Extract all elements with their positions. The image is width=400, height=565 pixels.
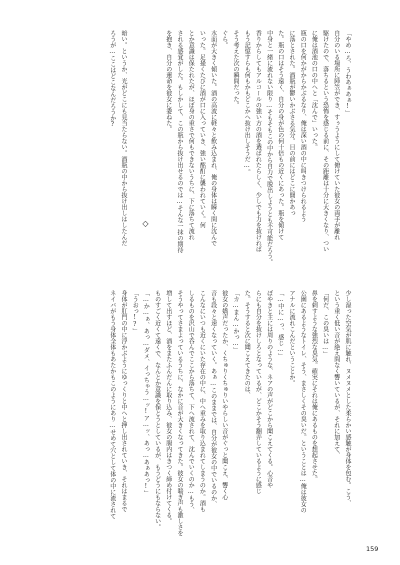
top-column-3: 駆けたので、落ちるという恐怖を感じる前に、その距離は十分に大きくなり、つい [321, 30, 329, 252]
bottom-column-16: そうやってさまよっているうちに、なかに音が大きくなってきた。彼女の喘ぎ声も激しさを [176, 290, 183, 536]
bottom-column-12: 彼女の嬌声だったか、くちゅりくちゅりいやらしい音がぐっと聞こえ、響く心 [220, 290, 228, 500]
top-column-12: ぐら。 [220, 30, 228, 48]
bottom-column-11: 「カ…まん…かっ…」 [232, 290, 239, 353]
bottom-column-19: 「…か…ぁ、あっ…ダメ、イっちゃう…ッ!ア…ッ、あっ…あぁあっ!」 [142, 290, 150, 496]
bottom-column-15: しるものを沢山で呑んでここから落ちて、下へ流されて、沈んでいくのか…もう、 [187, 290, 195, 513]
top-column-2: 自分のいる場所に陣笠ができ、すぅうようにして俯けていた彼女の両手が離れ [332, 30, 340, 240]
bottom-column-7: 「…中に…っ、感じ…」 [276, 290, 284, 359]
bottom-column-2: という重く低い音が絶え間なく響いているが、それに加えて、 [332, 290, 340, 458]
page-number: 159 [366, 545, 379, 553]
bottom-column-10: た。そうすると次に聞こえてきたのは、 [243, 290, 251, 398]
scene-break-mark: ◇ [142, 219, 149, 228]
top-column-4: に俺は酒池の口の中へと「沈んで」いった。 [310, 30, 318, 150]
top-column-5: 瓶の口を何かがからかぶるなり、俺は深い酒の中に叫きつけられるよう [299, 30, 307, 222]
bottom-column-14: こんなにいつも近くにいた存在の中に、中へ重みを取り込まれてしまうのか。酒も [198, 290, 206, 512]
bottom-column-1: 少し湿った空気が肌に触れ、ヌメヌメとした柔らかい感触が身体を包む。こう、 [344, 290, 351, 506]
top-column-15: とか意識は保たれたが、ほぼ身の重さで何もできないうちに、下に落ちて流れ [187, 30, 195, 240]
bottom-column-22: ネイバがもう身体全体もあたかもこのようにあり…せめて穴として体の中に流されて [108, 290, 116, 519]
top-column-11: そう考えた次の瞬間だった。 [232, 30, 239, 108]
top-column-14: いった。足掻くたびに酒が口に入っていき、強い酩酊に襲われていく。何 [198, 30, 206, 228]
top-column-10: もう記憶すらも何もかもどこかへ抜け出しそうだ…。 [243, 30, 251, 175]
top-column-22: ろうが…ここはどこなんだろうか? [108, 30, 116, 128]
top-column-6: に落とされた。酒瓶が鬱いかぶさる気分。目の前にはどこに開かあっ [288, 30, 295, 216]
bottom-column-5: 公園にあるようなトイレ、そう、まさしくその臭いだ。ということは…俺は彼女の [299, 290, 307, 513]
bottom-column-21: 身体が肛門の中に浮かぶようにゆっくりと中へと押し出されていき、それはまるで [120, 290, 127, 512]
bottom-column-20: 「うおっ!?」 [131, 290, 139, 334]
bottom-column-18: ものすごく近くて遠くで、なんとか意識を保とうとしているが、もうどうにもならない。 [153, 290, 161, 530]
top-column-1: 「やめ…ろ、うわあぁあぁ!」 [344, 30, 351, 116]
top-column-9: 香りからしてもアルコールの強い方の酒を選ばれたらしく、少しでも力を抜ければ [254, 30, 262, 252]
bottom-column-13: 音も段々と速くなっていく。あぁ…このままでは、自分が彼女の中でいるのか、 [209, 290, 217, 507]
bottom-column-17: 増して出すほど、酒をまたふんだんに取り込み、彼女の腸内はきつく締め付けてくる。 [164, 290, 172, 524]
top-column-21: 暗い。というか、光がどこにも見当たらない。酒瓶の中から抜け出しはしたんだ [120, 30, 127, 246]
bottom-column-9: らにも自分を抜けしろとなっているが、どこかそう翻弄しているように感じ [254, 290, 262, 494]
top-column-16: される感覚がした。もしかして、この瓶から抜け出せるのでは…そんな一抹の期待 [176, 30, 183, 253]
bottom-column-8: ぼやきと主には周りのような、ネアの声がどこから聞こえてくる。心音や [265, 290, 273, 488]
top-column-13: 水面が大きく傾いた。酒の高波に軽々と飲み込まれ、俺の身体は瞬く間に沈んで [209, 30, 217, 246]
bottom-column-3: 「何だ、この臭いは…」 [321, 290, 329, 357]
bottom-column-6: アナルに流れこんだということか。 [288, 290, 295, 386]
bottom-column-4: 鼻を刺すような強烈な臭気。確実にそれは俺にあるものを想起させた。 [310, 290, 318, 482]
top-column-7: た。瓶の口はそう遠く、自分の身が色の何十倍もの近くにあった。瓶を傾けて [276, 30, 284, 240]
top-column-17: を抱き、自分の運命を彼女に委ねた。 [164, 30, 172, 132]
top-column-8: 中身と一緒に流れない限り…そもそもこの中から自力で脱出しようとも不可能だろう。 [265, 30, 273, 265]
